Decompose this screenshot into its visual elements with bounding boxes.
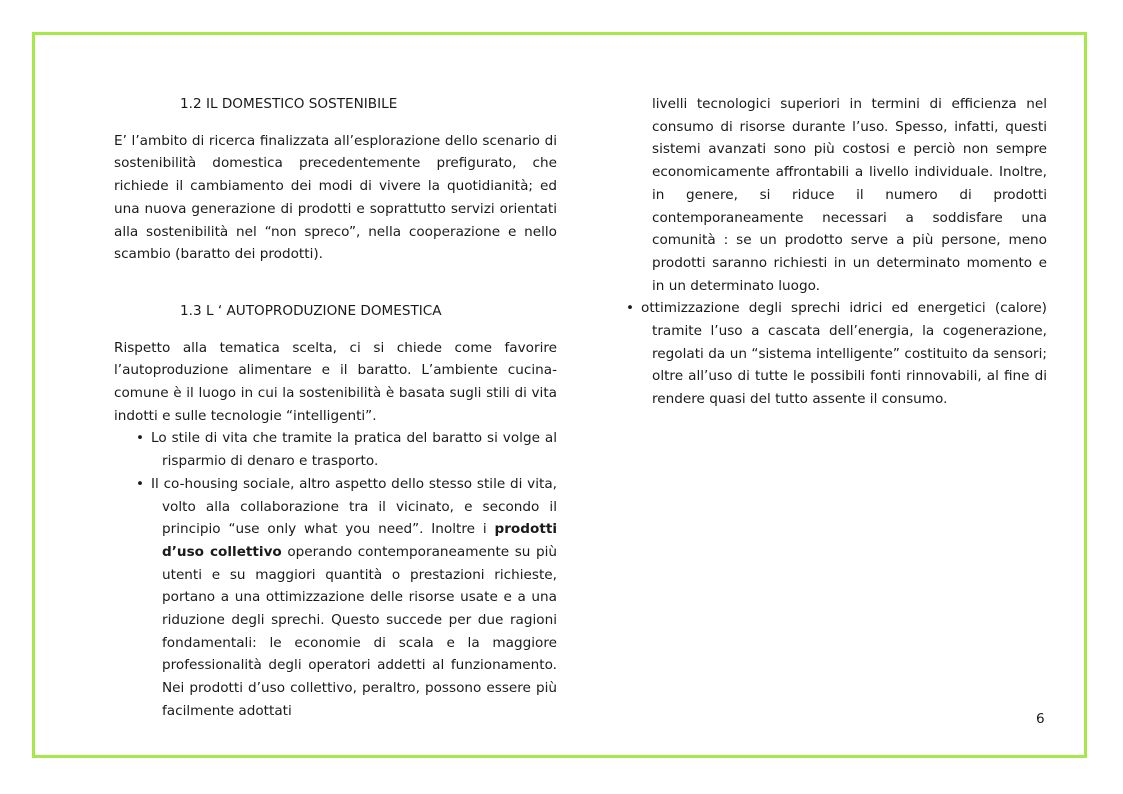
right-column <box>626 93 1047 411</box>
list-item <box>114 473 557 723</box>
section-heading-domestico-sostenibile: 1.2 IL DOMESTICO SOSTENIBILE <box>180 96 398 112</box>
list-item-text-part: operando contemporaneamente su più utenti e su maggiori quantità o prestazioni richieste, portano a una ottimizzazione delle risorse usate e a una riduzione degli sprechi. Questo succede per due ragioni fondamentali: le economie di scala e la maggiore professionalità degli operatori addetti al funzionamento. Nei prodotti d’uso collettivo, peraltro, possono essere più facilmente adottati <box>162 543 557 719</box>
list-item-text: Lo stile di vita che tramite la pratica del baratto si volge al risparmio di denaro e trasporto. <box>151 430 557 470</box>
emphasis-text: prodotti d’uso collettivo <box>162 521 557 560</box>
section-paragraph-domestico-sostenibile: E’ l’ambito di ricerca finalizzata all’esplorazione dello scenario di sostenibilità domestica precedentemente prefigurato, che richiede il cambiamento dei modi di vivere la quotidianità; ed una nuova generazione di prodotti e soprattutto servizi orientati alla sostenibilità nel “non spreco”, nella cooperazione e nello scambio (baratto dei prodotti). <box>114 132 557 263</box>
list-item-text <box>151 473 557 723</box>
bullet-icon: • <box>626 300 635 317</box>
list-item-text: ottimizzazione degli sprechi idrici ed energetici (calore) tramite l’uso a cascata dell’energia, la cogenerazione, regolati da un “sistema intelligente” costituito da sensori; oltre all’uso di tutte le possibili fonti rinnovabili, al fine di rendere quasi del tutto assente il consumo. <box>641 300 1047 408</box>
bullet-list-autoproduzione <box>114 427 557 722</box>
list-item <box>626 297 1047 411</box>
list-item <box>114 427 557 472</box>
bullet-list-right <box>626 297 1047 411</box>
section-paragraph-autoproduzione: Rispetto alla tematica scelta, ci si chiede come favorire l’autoproduzione alimentare e il baratto. L’ambiente cucina-comune è il luogo in cui la sostenibilità è basata sugli stili di vita indotti e sulle tecnologie “intelligenti”. <box>114 339 557 424</box>
bullet-icon: • <box>136 475 145 492</box>
bullet-icon: • <box>136 430 145 447</box>
list-item-text-part: Il co-housing sociale, altro aspetto dello stesso stile di vita, volto alla collaborazione tra il vicinato, e secondo il principio “use only what you need”. Inoltre i <box>151 475 557 538</box>
page-number: 6 <box>1036 711 1045 727</box>
section-heading-autoproduzione: 1.3 L ‘ AUTOPRODUZIONE DOMESTICA <box>180 302 442 319</box>
left-column <box>114 93 557 723</box>
continued-paragraph: livelli tecnologici superiori in termini di efficienza nel consumo di risorse durante l’uso. Spesso, infatti, questi sistemi avanzati sono più costosi e perciò non sempre economicamente affrontabili a livello individuale. Inoltre, in genere, si riduce il numero di prodotti contemporaneamente necessari a soddisfare una comunità : se un prodotto serve a più persone, meno prodotti saranno richiesti in un determinato momento e in un determinato luogo. <box>652 96 1047 294</box>
